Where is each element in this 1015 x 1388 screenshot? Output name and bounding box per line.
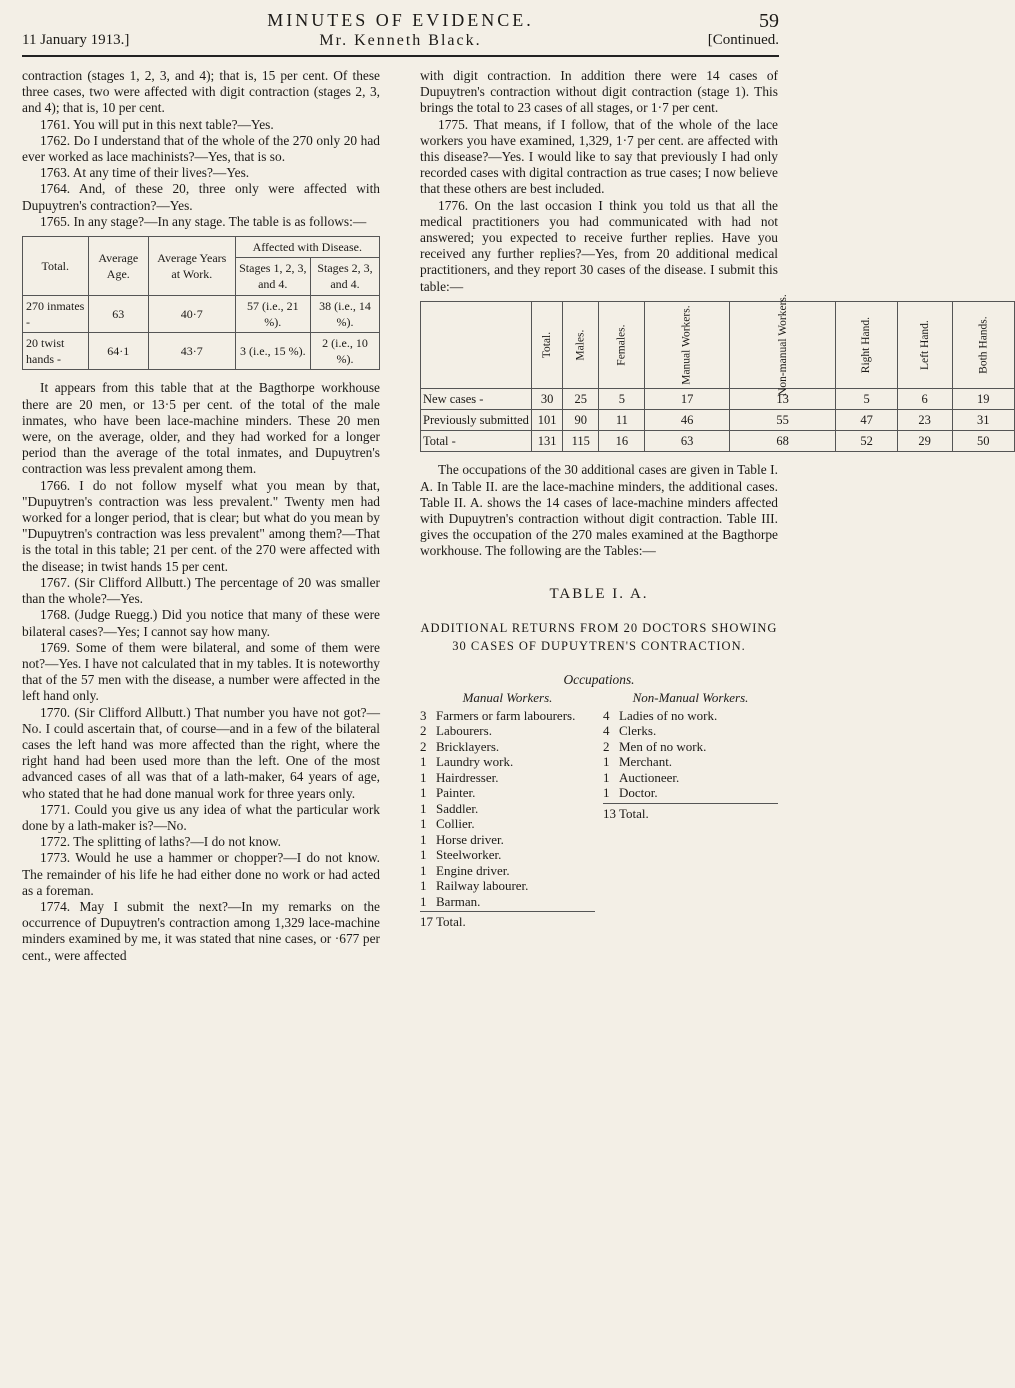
- count: 2: [603, 738, 610, 754]
- cases-table: [420, 294, 1015, 453]
- col-label: Left Hand.: [918, 320, 931, 371]
- paragraph: with digit contraction. In addition there were 14 cases of Dupuytren's contraction without digit contraction (stage 1). This brings the total to 23 cases of all stages, or 1·7 per cent.: [420, 68, 778, 116]
- cell: 38 (i.e., 14 %).: [311, 295, 380, 332]
- count: 1: [603, 754, 610, 770]
- question-1775: 1775. That means, if I follow, that of the whole of the lace workers you have examined, 1,329, 1·7 per cent. are affected with this disease?—Yes. I would like to say that previously I had only recorded cases with digital contraction as true cases; I now believe that these others are best included.: [420, 116, 778, 197]
- question-1773: 1773. Would he use a hammer or chopper?—I do not know. The remainder of his life he had either done no work or had acted as a foreman.: [22, 850, 380, 898]
- count: 2: [420, 723, 427, 739]
- list-item: [420, 801, 595, 817]
- col-label: Males.: [574, 329, 587, 361]
- table-row: [421, 410, 1015, 431]
- count: 13: [603, 805, 616, 821]
- row-label: Previously submitted: [421, 410, 532, 431]
- occupation: Horse driver.: [436, 831, 504, 847]
- non-manual-list: [603, 690, 778, 930]
- question-1768: 1768. (Judge Ruegg.) Did you notice that many of these were bilateral cases?—Yes; I cannot say how many.: [22, 607, 380, 639]
- sitting-date: 11 January 1913.]: [22, 32, 130, 48]
- cell: 17: [645, 388, 729, 409]
- table-header-row: [23, 237, 380, 258]
- cell: 6: [897, 388, 952, 409]
- list-item: [420, 785, 595, 801]
- col-total: Total.: [23, 237, 89, 296]
- count: 1: [420, 893, 427, 909]
- occupation: Railway labourer.: [436, 878, 529, 894]
- count: 4: [603, 723, 610, 739]
- count: 1: [420, 800, 427, 816]
- count: 4: [603, 707, 610, 723]
- table-row: [421, 388, 1015, 409]
- paragraph: contraction (stages 1, 2, 3, and 4); that is, 15 per cent. Of these three cases, two were affected with digit contraction (stages 2, 3, and 4); that is, 10 per cent.: [22, 68, 380, 116]
- list-item: [420, 723, 595, 739]
- count: 1: [420, 878, 427, 894]
- occupation: Doctor.: [619, 785, 658, 801]
- list-item: [603, 723, 778, 739]
- cell: 57 (i.e., 21 %).: [235, 295, 310, 332]
- table-subtitle: ADDITIONAL RETURNS FROM 20 DOCTORS SHOWING: [420, 620, 778, 635]
- cell: 63: [88, 295, 149, 332]
- occupation: Men of no work.: [619, 738, 707, 754]
- cell: 64·1: [88, 333, 149, 370]
- col-avg-years: Average Years at Work.: [149, 237, 236, 296]
- cell: 47: [836, 410, 897, 431]
- paragraph: It appears from this table that at the Bagthorpe workhouse there are 20 men, or 13·5 per cent. of the total of the male inmates, who have been lace-machine minders. These 20 men were, on the average, older, and they had worked for a longer period than the average of the total inmates, and Dupuytren's contraction was less prevalent among them.: [22, 380, 380, 477]
- question-1761: 1761. You will put in this next table?—Yes.: [40, 116, 274, 132]
- count: 1: [420, 785, 427, 801]
- occupation: Ladies of no work.: [619, 707, 718, 723]
- cell: 31: [952, 410, 1015, 431]
- question-1776: 1776. On the last occasion I think you told us that all the medical practitioners you had communicated with had not answered; you expected to receive further replies. Have you received any further replies?—Yes, from 20 additional medical practitioners, and they report 30 cases of the disease. I submit this table:—: [420, 197, 778, 294]
- cell: 68: [729, 431, 836, 452]
- occupation: Merchant.: [619, 754, 673, 770]
- row-label: 270 inmates -: [23, 295, 89, 332]
- list-item: [603, 785, 778, 801]
- occupation: Engine driver.: [436, 862, 510, 878]
- row-label: New cases -: [421, 388, 532, 409]
- question-1766: 1766. I do not follow myself what you mean by that, "Dupuytren's contraction was less prevalent." Twenty men had worked for a longer period, that is clear; but what do you mean by "Dupuytren's contraction was less prevalent" among them?—That is the total in this table; 21 per cent. of the 270 were affected with the disease; in twist hands 15 per cent.: [22, 477, 380, 574]
- cell: 11: [599, 410, 645, 431]
- total-label: Total.: [436, 914, 466, 930]
- col-header: [897, 301, 952, 388]
- bagthorpe-table: [22, 236, 380, 370]
- cell: 19: [952, 388, 1015, 409]
- paragraph: The occupations of the 30 additional cases are given in Table I. A. In Table II. are the lace-machine minders, the additional cases. Table II. A. shows the 14 cases of lace-machine minders affected with Dupuytren's contraction without digit contraction. Table III. gives the occupation of the 270 males examined at the Bagthorpe workhouse. The following are the Tables:—: [420, 462, 778, 559]
- col-label: Total.: [540, 332, 553, 359]
- count: 1: [420, 862, 427, 878]
- col-header: [563, 301, 599, 388]
- list-item: [420, 770, 595, 786]
- occupation: Hairdresser.: [436, 769, 499, 785]
- list-total: [603, 803, 778, 822]
- cell: 30: [531, 388, 562, 409]
- occupation: Bricklayers.: [436, 738, 500, 754]
- col-stages-1: Stages 1, 2, 3, and 4.: [235, 258, 310, 295]
- list-item: [603, 739, 778, 755]
- col-label: Both Hands.: [977, 316, 990, 375]
- occupation: Barman.: [436, 893, 481, 909]
- occupation: Steelworker.: [436, 847, 502, 863]
- cell: 115: [563, 431, 599, 452]
- question-1762: 1762. Do I understand that of the whole of the 270 only 20 had ever worked as lace machinists?—Yes, that is so.: [22, 132, 380, 165]
- table-row: [23, 295, 380, 332]
- list-item: [603, 708, 778, 724]
- cell: 52: [836, 431, 897, 452]
- cell: 5: [836, 388, 897, 409]
- count: 1: [420, 816, 427, 832]
- cell: 55: [729, 410, 836, 431]
- count: 1: [603, 785, 610, 801]
- count: 2: [420, 738, 427, 754]
- table-header-row: [421, 301, 1015, 388]
- occupation: Saddler.: [436, 800, 479, 816]
- header-rule: [22, 55, 779, 57]
- cell: 40·7: [149, 295, 236, 332]
- col-header: [952, 301, 1015, 388]
- count: 1: [420, 769, 427, 785]
- page-header: [22, 10, 779, 49]
- col-header: [599, 301, 645, 388]
- occupation: Laundry work.: [436, 754, 514, 770]
- count: 17: [420, 914, 433, 930]
- table-row: [23, 333, 380, 370]
- col-header: [729, 294, 836, 397]
- count: 1: [420, 847, 427, 863]
- right-column: [420, 68, 990, 930]
- cell: 101: [531, 410, 562, 431]
- manual-heading: Manual Workers.: [462, 690, 553, 706]
- cell: 46: [645, 410, 729, 431]
- list-item: [420, 816, 595, 832]
- list-item: [603, 754, 778, 770]
- col-header: [645, 301, 729, 388]
- col-label: Manual Workers.: [681, 305, 694, 386]
- occupation: Farmers or farm labourers.: [436, 707, 576, 723]
- count: 1: [603, 769, 610, 785]
- col-stages-2: Stages 2, 3, and 4.: [311, 258, 380, 295]
- col-label: Non-manual Workers.: [776, 294, 789, 397]
- occupation: Clerks.: [619, 723, 657, 739]
- list-item: [420, 863, 595, 879]
- witness-name: Mr. Kenneth Black.: [319, 32, 482, 49]
- count: 1: [420, 754, 427, 770]
- col-header: [836, 301, 897, 388]
- question-1770: 1770. (Sir Clifford Allbutt.) That number you have not got?—No. I could ascertain that, of course—and in a few of the bilateral cases the left hand was more affected than the right, where the right hand had been used more than the left. One of the most advanced cases of all was that of a lath-maker, 64 years of age, who stated that he had done manual work for three years only.: [22, 704, 380, 801]
- question-1774: 1774. May I submit the next?—In my remarks on the occurrence of Dupuytren's contraction among 1,329 lace-machine minders examined by me, it was stated that nine cases, or ·677 per cent., were affected: [22, 898, 380, 963]
- cell: 90: [563, 410, 599, 431]
- manual-list: [420, 690, 595, 930]
- table-subtitle: 30 CASES OF DUPUYTREN'S CONTRACTION.: [452, 639, 746, 654]
- question-1771: 1771. Could you give us any idea of what the particular work done by a lath-maker is?—No.: [22, 801, 380, 833]
- left-column: [22, 68, 380, 964]
- list-item: [603, 770, 778, 786]
- list-item: [420, 832, 595, 848]
- col-avg-age: Average Age.: [88, 237, 149, 296]
- blank-header: [421, 301, 532, 388]
- row-label: 20 twist hands -: [23, 333, 89, 370]
- list-item: [420, 878, 595, 894]
- occupation: Auctioneer.: [619, 769, 680, 785]
- list-item: [420, 739, 595, 755]
- cell: 16: [599, 431, 645, 452]
- col-label: Females.: [615, 324, 628, 366]
- table-row: [421, 431, 1015, 452]
- cell: 29: [897, 431, 952, 452]
- running-title: MINUTES OF EVIDENCE.: [267, 10, 534, 30]
- cell: 23: [897, 410, 952, 431]
- table-title: TABLE I. A.: [549, 585, 649, 602]
- question-1764: 1764. And, of these 20, three only were affected with Dupuytren's contraction?—Yes.: [22, 181, 380, 213]
- col-affected: Affected with Disease.: [235, 237, 379, 258]
- cell: 3 (i.e., 15 %).: [235, 333, 310, 370]
- occupation-lists: [420, 690, 778, 930]
- list-item: [420, 754, 595, 770]
- cell: 25: [563, 388, 599, 409]
- question-1767: 1767. (Sir Clifford Allbutt.) The percentage of 20 was smaller than the whole?—Yes.: [22, 574, 380, 607]
- cell: 50: [952, 431, 1015, 452]
- list-item: [420, 708, 595, 724]
- continued-marker: [Continued.: [707, 32, 779, 48]
- occupation: Collier.: [436, 816, 475, 832]
- list-total: [420, 911, 595, 930]
- row-label: Total -: [421, 431, 532, 452]
- col-label: Right Hand.: [860, 317, 873, 374]
- occupations-heading: Occupations.: [563, 672, 635, 688]
- page-number: 59: [759, 10, 779, 32]
- cell: 63: [645, 431, 729, 452]
- list-item: [420, 894, 595, 910]
- count: 1: [420, 831, 427, 847]
- cell: 2 (i.e., 10 %).: [311, 333, 380, 370]
- question-1763: 1763. At any time of their lives?—Yes.: [40, 165, 250, 181]
- list-item: [420, 847, 595, 863]
- cell: 5: [599, 388, 645, 409]
- cell: 13: [729, 388, 836, 409]
- total-label: Total.: [619, 805, 649, 821]
- question-1765: 1765. In any stage?—In any stage. The table is as follows:—: [40, 213, 367, 229]
- question-1769: 1769. Some of them were bilateral, and some of them were not?—Yes. I have not calculated that in my tables. It is noteworthy that of the 57 men with the disease, a number were affected in the left hand only.: [22, 639, 380, 704]
- col-header: [531, 301, 562, 388]
- cell: 43·7: [149, 333, 236, 370]
- non-manual-heading: Non-Manual Workers.: [632, 690, 749, 706]
- cell: 131: [531, 431, 562, 452]
- question-1772: 1772. The splitting of laths?—I do not know.: [40, 834, 282, 850]
- occupation: Painter.: [436, 785, 476, 801]
- occupation: Labourers.: [436, 723, 492, 739]
- count: 3: [420, 707, 427, 723]
